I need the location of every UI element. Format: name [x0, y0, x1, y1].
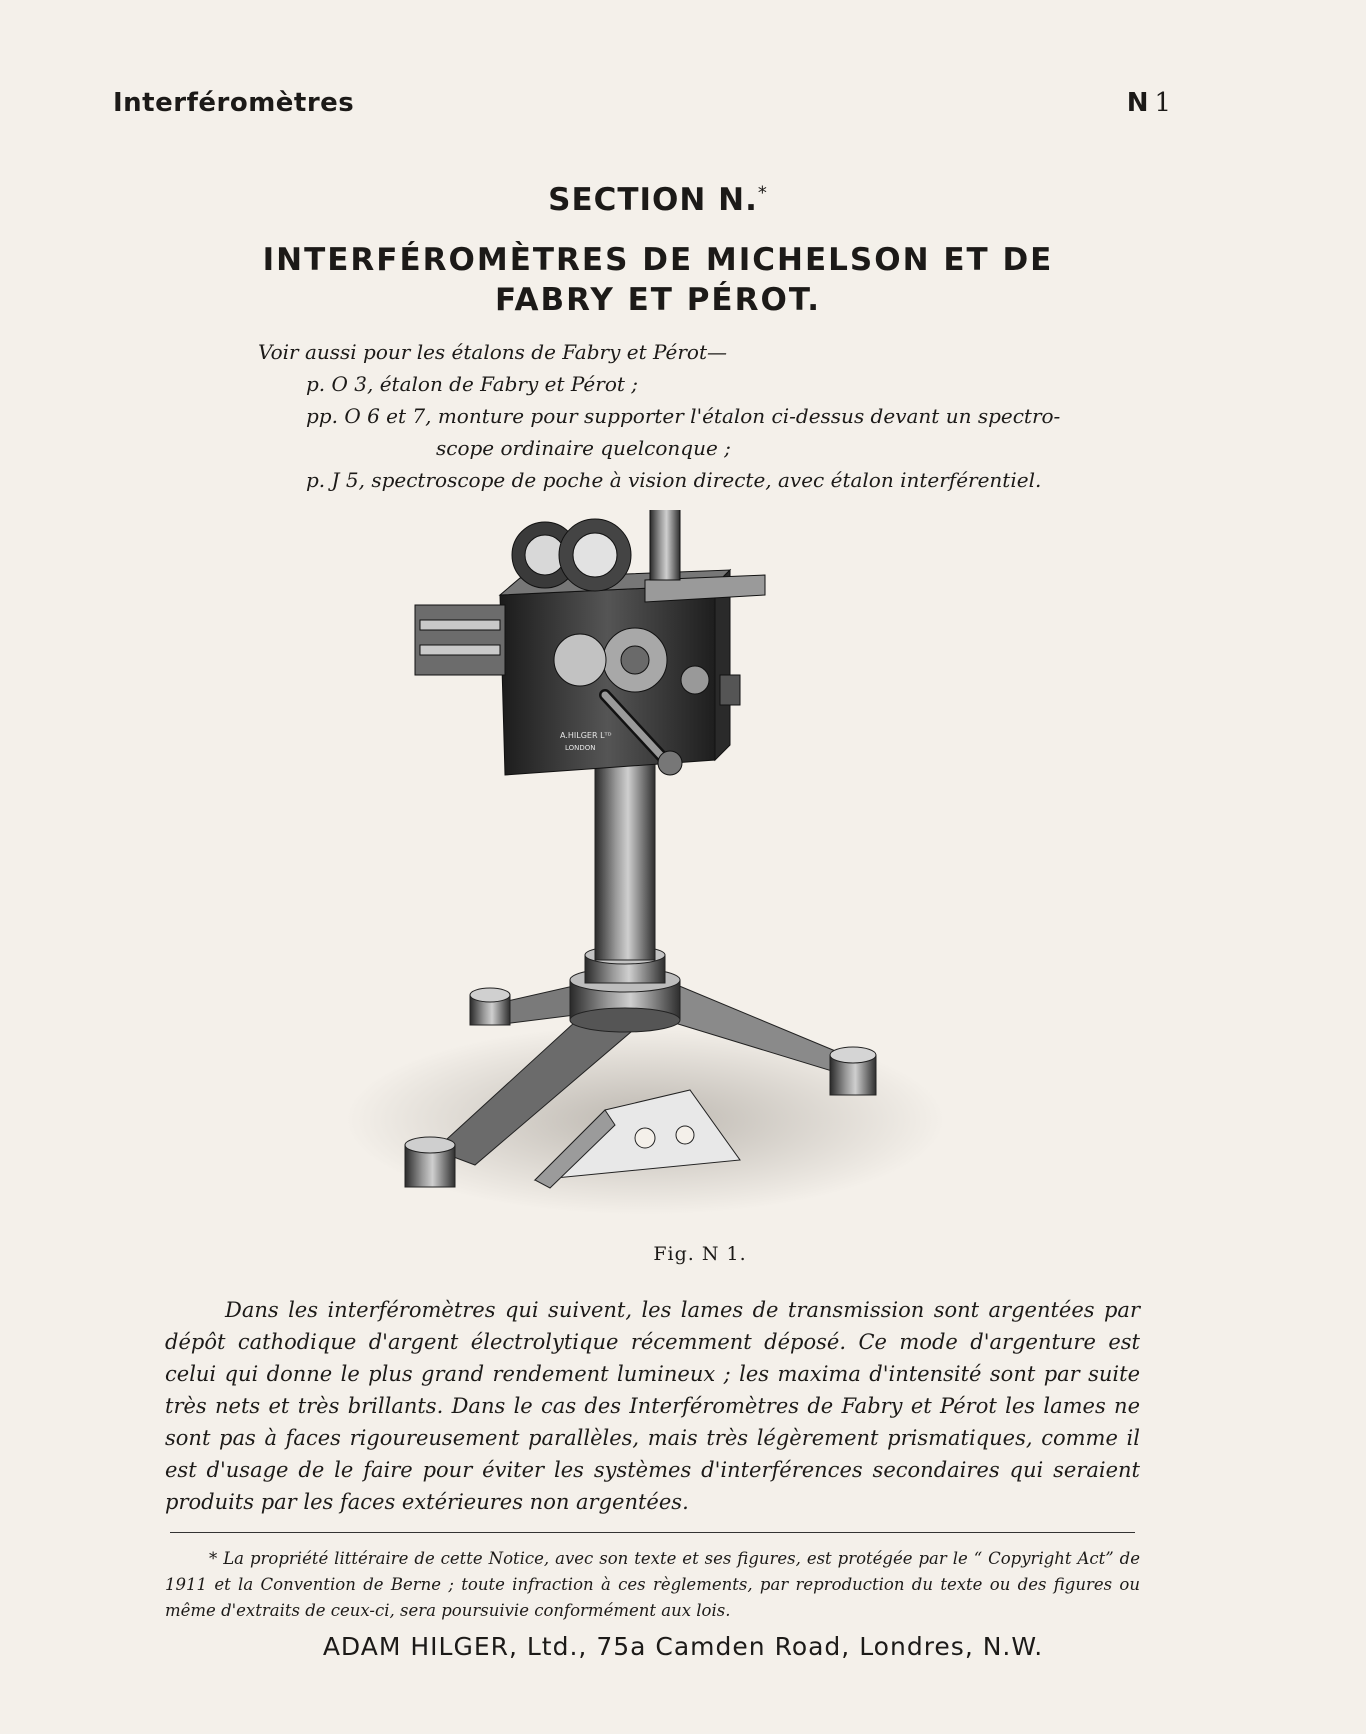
copyright-footnote: * La propriété littéraire de cette Notice, avec son texte et ses figures, est protégée par le “ Copyright Act” de 1911 et la Convention de Berne ; toute infraction à ces règlements, par reproduction du texte ou des figures ou même d'extraits de ceux-ci, sera poursuivie conformément aux lois.	[165, 1549, 1140, 1620]
reference-item: pp. O 6 et 7, monture pour supporter l'étalon ci-dessus devant un spectro-	[306, 404, 1061, 428]
maker-mark-line-1: A.HILGER Lᵀᴰ	[560, 731, 612, 740]
body-paragraph: Dans les interféromètres qui suivent, les lames de transmission sont argentées par dépôt cathodique d'argent électrolytique récemment déposé. Ce mode d'argenture est celui qui donne le plus grand rendement lumineux ; les maxima d'intensité sont par suite très nets et très brillants. Dans le cas des Interféromètres de Fabry et Pérot les lames ne sont pas à faces rigoureusement parallèles, mais très légèrement prismatiques, comme il est d'usage de le faire pour éviter les systèmes d'interférences secondaires qui seraient produits par les faces extérieures non argentées.	[165, 1298, 1140, 1514]
maker-mark-line-2: LONDON	[565, 744, 596, 752]
section-title	[0, 182, 1316, 218]
footnote-divider	[170, 1532, 1135, 1533]
tripod-foot-back	[470, 988, 510, 1025]
heading-line-1: INTERFÉROMÈTRES DE MICHELSON ET DE	[262, 242, 1054, 278]
publisher-imprint: ADAM HILGER, Ltd., 75a Camden Road, Londres, N.W.	[322, 1632, 1044, 1661]
page-number	[1127, 88, 1171, 118]
page-letter: N	[1126, 88, 1149, 118]
reference-item: p. J 5, spectroscope de poche à vision directe, avec étalon interférentiel.	[306, 468, 1042, 492]
reference-item-continuation: scope ordinaire quelconque ;	[436, 436, 731, 460]
references-intro: Voir aussi pour les étalons de Fabry et Pérot—	[258, 340, 728, 364]
footnote-marker: *	[757, 182, 768, 204]
reference-item: p. O 3, étalon de Fabry et Pérot ;	[306, 372, 639, 396]
support-column	[595, 755, 655, 960]
running-header	[113, 88, 1171, 118]
heading-line-2: FABRY ET PÉROT.	[494, 282, 822, 318]
running-title: Interféromètres	[113, 88, 355, 118]
page-number-digit: 1	[1154, 88, 1171, 118]
page-heading	[150, 240, 1166, 320]
tripod-foot-right	[830, 1047, 876, 1095]
figure-caption: Fig. N 1.	[653, 1243, 747, 1265]
interferometer-illustration	[345, 510, 965, 1230]
cross-references	[258, 336, 1138, 496]
section-label: SECTION N.	[548, 182, 758, 218]
tripod-foot-left	[405, 1137, 455, 1187]
